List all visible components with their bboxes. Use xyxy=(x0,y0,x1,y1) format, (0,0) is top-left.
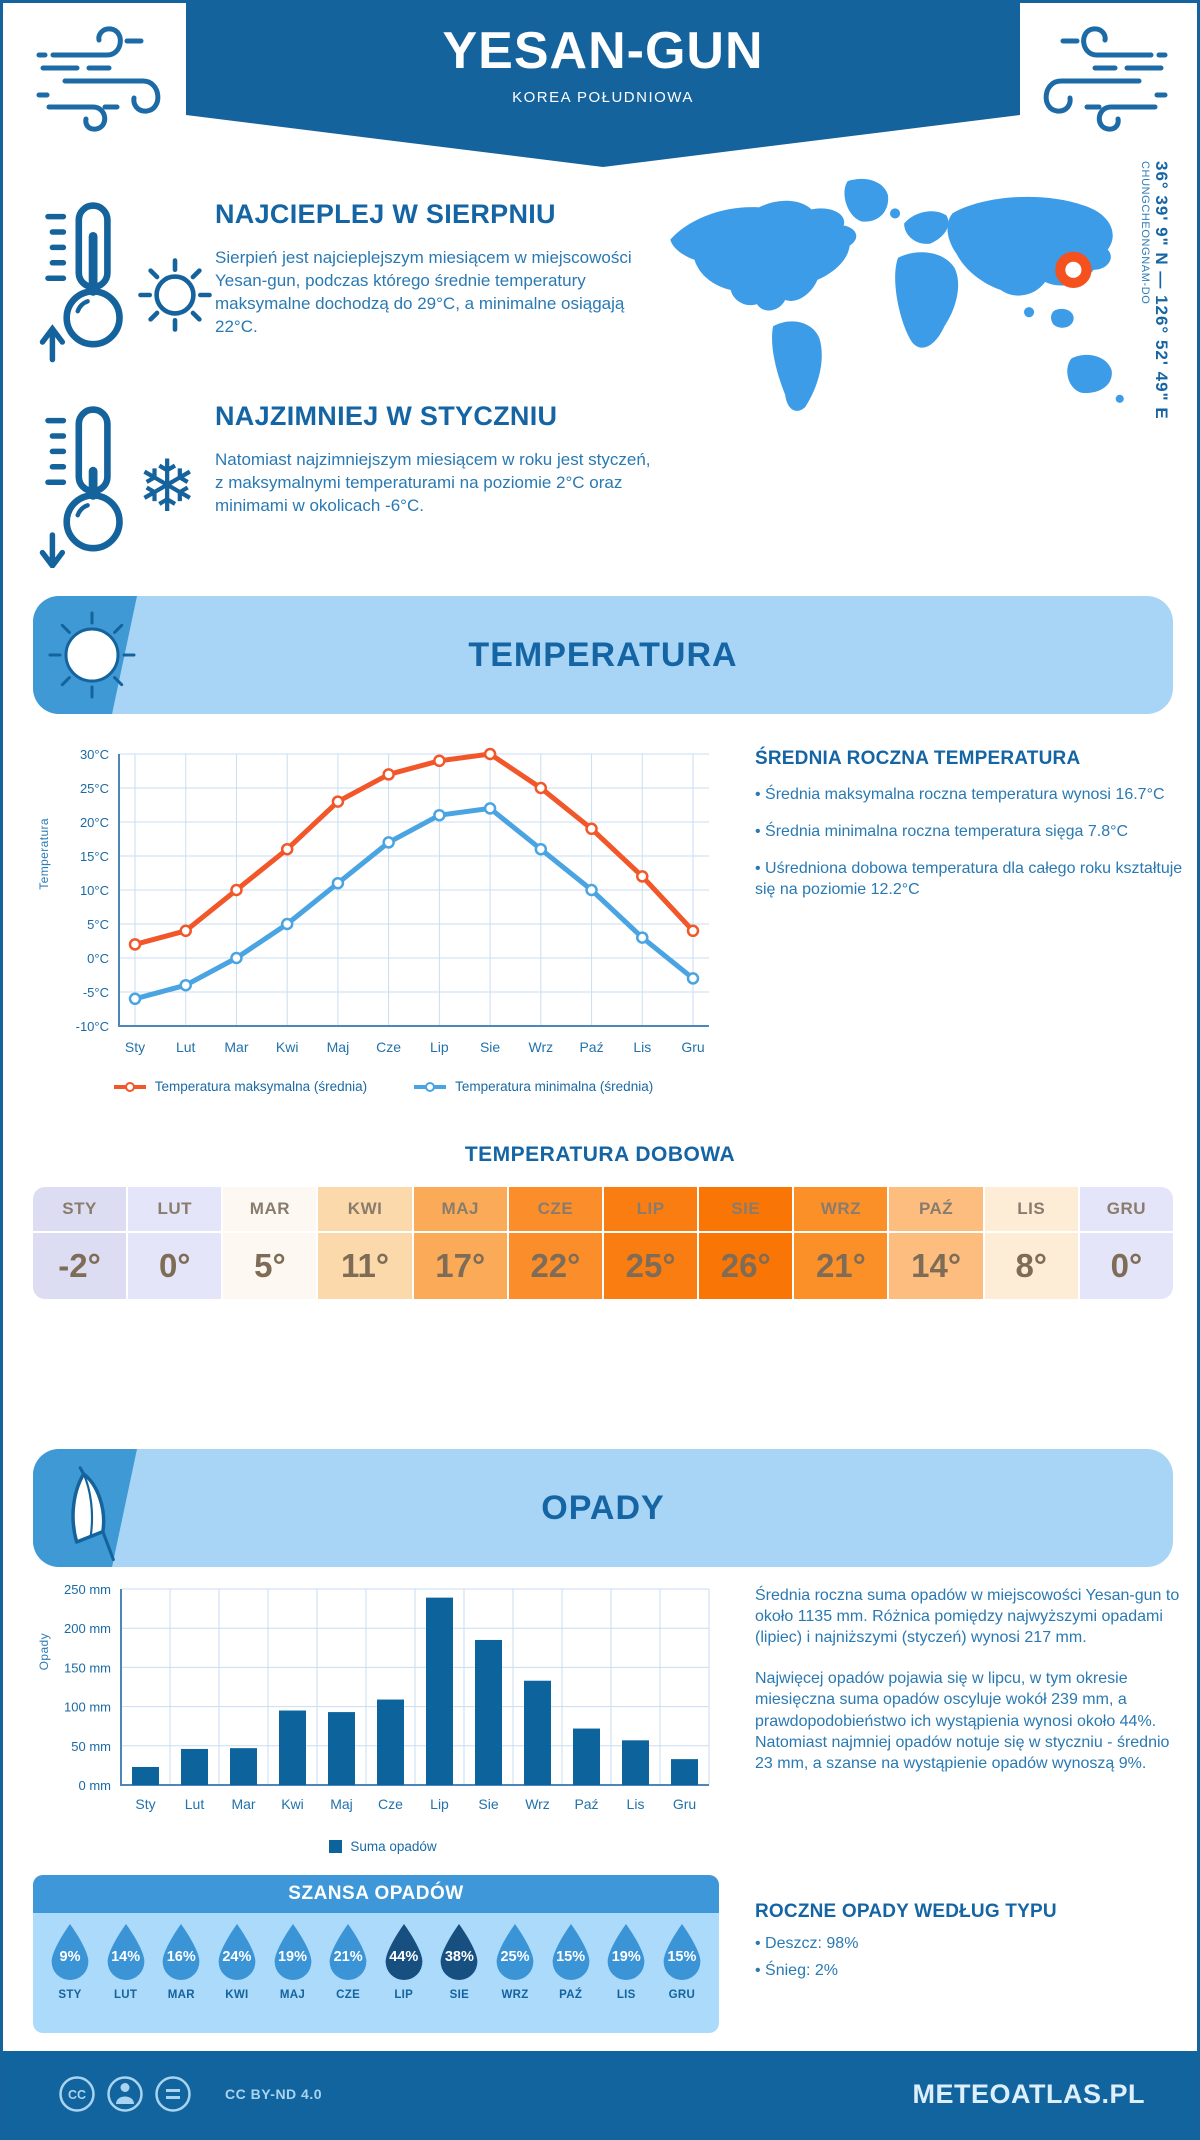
rain-drop xyxy=(548,1923,594,2001)
legend-min-label: Temperatura minimalna (średnia) xyxy=(455,1079,654,1094)
svg-text:-10°C: -10°C xyxy=(75,1019,109,1034)
data-point xyxy=(637,933,647,943)
bar xyxy=(279,1711,306,1785)
svg-text:Lip: Lip xyxy=(430,1039,449,1055)
region-text: CHUNGCHEONGNAM-DO xyxy=(1139,161,1151,305)
rain-drop xyxy=(492,1923,538,2001)
svg-text:Maj: Maj xyxy=(330,1796,353,1812)
legend-max-marker xyxy=(113,1081,147,1093)
daily-month-header: MAJ xyxy=(414,1187,507,1231)
drop-month-label: PAŹ xyxy=(559,1989,583,2001)
drop-percentage: 16% xyxy=(166,1949,196,1965)
highlight-warm-text: Sierpień jest najcieplejszym miesiącem w miejscowości Yesan-gun, podczas którego średnie temperatury maksymalne dochodzą do 29°C, a minimalne osiągają 22°C. xyxy=(215,248,632,336)
drops-row xyxy=(33,1913,719,2001)
drop-month-label: GRU xyxy=(668,1989,696,2001)
svg-text:0 mm: 0 mm xyxy=(78,1778,111,1793)
page-subtitle: KOREA POŁUDNIOWA xyxy=(512,89,694,106)
precipitation-paragraph: Średnia roczna suma opadów w miejscowości Yesan-gun to około 1135 mm. Różnica pomiędzy najwyższymi opadami (lipiec) i najniższymi (styczeń) wynosi 217 mm. xyxy=(755,1587,1180,1647)
svg-text:Cze: Cze xyxy=(378,1796,403,1812)
svg-text:Mar: Mar xyxy=(224,1039,249,1055)
temp-chart-ylabel: Temperatura xyxy=(37,818,51,890)
drop-month-label: LIS xyxy=(616,1989,636,2001)
svg-text:Lut: Lut xyxy=(175,1039,196,1055)
legend-sum-swatch xyxy=(329,1840,342,1853)
rain-drop xyxy=(436,1923,482,2001)
drop-month-label: STY xyxy=(58,1989,82,2001)
drop-percentage: 14% xyxy=(111,1949,141,1965)
bar xyxy=(524,1681,551,1785)
gridlines xyxy=(121,1589,709,1785)
footer xyxy=(3,2051,1197,2137)
daily-month-header: LIS xyxy=(985,1187,1078,1231)
data-point xyxy=(333,797,343,807)
svg-text:5°C: 5°C xyxy=(87,917,109,932)
data-point xyxy=(637,871,647,881)
svg-text:-5°C: -5°C xyxy=(82,985,109,1000)
thermometer-down-icon xyxy=(37,403,147,568)
legend-sum-label: Suma opadów xyxy=(350,1839,437,1854)
drop-percentage: 44% xyxy=(389,1949,419,1965)
svg-text:10°C: 10°C xyxy=(79,883,109,898)
license-label: CC BY-ND 4.0 xyxy=(225,2086,323,2102)
location-marker xyxy=(1060,257,1086,283)
svg-text:0°C: 0°C xyxy=(87,951,109,966)
annual-bullet: • Uśredniona dobowa temperatura dla całego roku kształtuje się na poziomie 12.2°C xyxy=(755,860,1183,899)
legend-item-sum xyxy=(329,1839,436,1854)
svg-text:CC: CC xyxy=(67,2088,87,2102)
svg-text:Kwi: Kwi xyxy=(281,1796,304,1812)
drop-percentage: 24% xyxy=(222,1949,252,1965)
svg-text:Lip: Lip xyxy=(430,1796,449,1812)
daily-temperature-value: 8° xyxy=(985,1233,1078,1299)
annual-temperature-title: ŚREDNIA ROCZNA TEMPERATURA xyxy=(755,748,1081,769)
bar xyxy=(377,1700,404,1785)
daily-temperature-value: 14° xyxy=(889,1233,982,1299)
highlight-cold-text: Natomiast najzimniejszym miesiącem w roku jest styczeń, z maksymalnymi temperaturami na poziomie 2°C oraz minimami w okolicach -6°C. xyxy=(215,450,651,515)
svg-text:Paź: Paź xyxy=(574,1796,599,1812)
data-point xyxy=(231,953,241,963)
bar xyxy=(181,1749,208,1785)
drop-month-label: SIE xyxy=(449,1989,470,2001)
annual-bullet: • Średnia minimalna roczna temperatura sięga 7.8°C xyxy=(755,823,1129,841)
daily-temperature-title: TEMPERATURA DOBOWA xyxy=(464,1143,736,1166)
svg-text:25°C: 25°C xyxy=(79,781,109,796)
annual-bullet: • Średnia maksymalna roczna temperatura wynosi 16.7°C xyxy=(755,786,1165,803)
svg-text:100 mm: 100 mm xyxy=(64,1699,111,1715)
daily-temperature-value: 0° xyxy=(1080,1233,1173,1299)
data-point xyxy=(181,980,191,990)
rain-drop xyxy=(325,1923,371,2001)
svg-text:Lis: Lis xyxy=(633,1039,652,1055)
bar xyxy=(671,1759,698,1785)
precipitation-chance-panel xyxy=(33,1875,719,2033)
drop-percentage: 19% xyxy=(277,1949,308,1965)
precipitation-bar-chart xyxy=(33,1573,733,1823)
drop-percentage: 9% xyxy=(59,1949,81,1965)
daily-month-header: MAR xyxy=(223,1187,316,1231)
bar xyxy=(230,1748,257,1785)
legend-min-marker xyxy=(413,1081,447,1093)
legend-item-max xyxy=(113,1079,367,1094)
data-point xyxy=(333,878,343,888)
sun-icon xyxy=(129,249,221,341)
highlight-cold-title: NAJZIMNIEJ W STYCZNIU xyxy=(215,401,558,431)
page-title: YESAN-GUN xyxy=(442,22,764,80)
drop-percentage: 19% xyxy=(611,1949,641,1965)
data-point xyxy=(485,803,495,813)
bar xyxy=(328,1712,355,1785)
svg-text:Lut: Lut xyxy=(184,1796,205,1812)
precipitation-banner xyxy=(33,1449,1173,1567)
highlight-warm-title: NAJCIEPLEJ W SIERPNIU xyxy=(215,199,556,229)
svg-text:Paź: Paź xyxy=(579,1039,604,1055)
daily-temperature-value: -2° xyxy=(33,1233,126,1299)
svg-text:250 mm: 250 mm xyxy=(64,1582,111,1597)
daily-temperature-value: 22° xyxy=(509,1233,602,1299)
world-map xyxy=(648,161,1136,423)
header-banner xyxy=(186,3,1020,115)
rain-chart-legend xyxy=(33,1839,733,1854)
daily-temperature-value: 26° xyxy=(699,1233,792,1299)
daily-temperature-value: 5° xyxy=(223,1233,316,1299)
rain-drop xyxy=(603,1923,649,2001)
rain-chart-ylabel: Opady xyxy=(37,1633,51,1671)
daily-month-header: STY xyxy=(33,1187,126,1231)
drop-month-label: MAR xyxy=(167,1989,195,2001)
line-series xyxy=(135,754,693,944)
daily-temperature-value: 21° xyxy=(794,1233,887,1299)
rain-drop xyxy=(158,1923,204,2001)
daily-month-header: GRU xyxy=(1080,1187,1173,1231)
svg-text:Gru: Gru xyxy=(672,1796,697,1812)
data-point xyxy=(536,844,546,854)
svg-text:15°C: 15°C xyxy=(79,849,109,864)
data-point xyxy=(231,885,241,895)
precipitation-section-title: OPADY xyxy=(541,1489,665,1527)
daily-month-header: PAŹ xyxy=(889,1187,982,1231)
daily-month-header: LIP xyxy=(604,1187,697,1231)
data-point xyxy=(485,749,495,759)
svg-text:Gru: Gru xyxy=(681,1039,705,1055)
data-point xyxy=(688,973,698,983)
rain-drop xyxy=(381,1923,427,2001)
precipitation-types-title: ROCZNE OPADY WEDŁUG TYPU xyxy=(755,1901,1057,1922)
type-bullet: • Śnieg: 2% xyxy=(755,1962,838,1980)
svg-text:Sie: Sie xyxy=(479,1039,501,1055)
temp-chart-legend xyxy=(33,1079,733,1094)
drop-percentage: 38% xyxy=(444,1949,474,1965)
snowflake-icon: ❄ xyxy=(137,447,198,527)
bar xyxy=(573,1729,600,1785)
data-point xyxy=(384,769,394,779)
gridlines xyxy=(119,754,709,1026)
rain-drop xyxy=(47,1923,93,2001)
wind-icon xyxy=(1005,15,1173,147)
drop-month-label: MAJ xyxy=(279,1989,306,2001)
bar xyxy=(622,1740,649,1785)
svg-text:Sie: Sie xyxy=(478,1796,499,1812)
umbrella-icon xyxy=(47,1463,143,1567)
daily-month-header: SIE xyxy=(699,1187,792,1231)
coordinates-block xyxy=(1139,161,1171,446)
drop-percentage: 15% xyxy=(556,1949,586,1965)
wind-icon xyxy=(31,15,199,147)
data-point xyxy=(536,783,546,793)
data-point xyxy=(130,939,140,949)
drop-month-label: LIP xyxy=(394,1989,414,2001)
daily-temperature-table xyxy=(33,1187,1173,1299)
daily-month-header: WRZ xyxy=(794,1187,887,1231)
precipitation-chance-title: SZANSA OPADÓW xyxy=(33,1875,719,1913)
daily-month-header: LUT xyxy=(128,1187,221,1231)
temperature-line-chart xyxy=(33,738,733,1083)
svg-text:Mar: Mar xyxy=(231,1796,256,1812)
drop-percentage: 25% xyxy=(500,1949,530,1965)
bar xyxy=(426,1598,453,1785)
data-point xyxy=(434,756,444,766)
svg-text:Sty: Sty xyxy=(124,1039,146,1055)
drop-month-label: LUT xyxy=(113,1989,138,2001)
data-point xyxy=(282,919,292,929)
svg-text:Cze: Cze xyxy=(376,1039,402,1055)
svg-text:Sty: Sty xyxy=(135,1796,156,1812)
type-bullet: • Deszcz: 98% xyxy=(755,1935,859,1952)
precipitation-paragraph: Najwięcej opadów pojawia się w lipcu, w tym okresie miesięczna suma opadów oscyluje wokół 239 mm, a prawdopodobieństwo ich wystąpienia wynosi około 44%. Natomiast najmniej opadów notuje się w styczniu - średnio 23 mm, a szanse na wystąpienie opadów wynoszą 9%. xyxy=(755,1670,1170,1772)
creative-commons-icons xyxy=(55,2072,209,2116)
license-block xyxy=(55,2072,322,2116)
daily-temperature-value: 11° xyxy=(318,1233,411,1299)
drop-month-label: WRZ xyxy=(501,1989,529,2001)
bar xyxy=(132,1767,159,1785)
daily-temperature-value: 0° xyxy=(128,1233,221,1299)
sun-icon xyxy=(47,610,137,700)
drop-month-label: KWI xyxy=(225,1989,249,2001)
svg-text:30°C: 30°C xyxy=(79,747,109,762)
rain-drop xyxy=(659,1923,705,2001)
data-point xyxy=(587,885,597,895)
svg-text:50 mm: 50 mm xyxy=(71,1738,111,1754)
drop-month-label: CZE xyxy=(336,1989,361,2001)
data-point xyxy=(384,837,394,847)
rain-drop xyxy=(270,1923,316,2001)
svg-text:Wrz: Wrz xyxy=(525,1796,550,1812)
drop-percentage: 21% xyxy=(333,1949,363,1965)
data-point xyxy=(587,824,597,834)
daily-month-header: CZE xyxy=(509,1187,602,1231)
svg-text:20°C: 20°C xyxy=(79,815,109,830)
daily-temperature-value: 25° xyxy=(604,1233,697,1299)
data-point xyxy=(434,810,444,820)
data-point xyxy=(688,926,698,936)
daily-month-header: KWI xyxy=(318,1187,411,1231)
data-point xyxy=(130,994,140,1004)
coordinates-text: 36° 39' 9" N — 126° 52' 49" E xyxy=(1152,161,1171,420)
data-point xyxy=(282,844,292,854)
svg-text:Lis: Lis xyxy=(626,1796,645,1812)
precipitation-text-panel xyxy=(755,1585,1191,1790)
rain-drop xyxy=(103,1923,149,2001)
bar xyxy=(475,1640,502,1785)
legend-item-min xyxy=(413,1079,653,1094)
temperature-section-title: TEMPERATURA xyxy=(468,636,738,674)
site-name: METEOATLAS.PL xyxy=(912,2078,1145,2109)
data-point xyxy=(181,926,191,936)
svg-text:Wrz: Wrz xyxy=(528,1039,554,1055)
rain-drop xyxy=(214,1923,260,2001)
temperature-banner xyxy=(33,596,1173,714)
svg-text:Kwi: Kwi xyxy=(275,1039,299,1055)
drop-percentage: 15% xyxy=(667,1949,697,1965)
svg-text:150 mm: 150 mm xyxy=(64,1660,111,1676)
daily-temperature-value: 17° xyxy=(414,1233,507,1299)
svg-text:200 mm: 200 mm xyxy=(64,1621,111,1637)
svg-text:Maj: Maj xyxy=(326,1039,350,1055)
legend-max-label: Temperatura maksymalna (średnia) xyxy=(154,1079,368,1094)
precipitation-types-panel xyxy=(755,1901,1191,1987)
annual-temperature-panel xyxy=(755,748,1191,916)
